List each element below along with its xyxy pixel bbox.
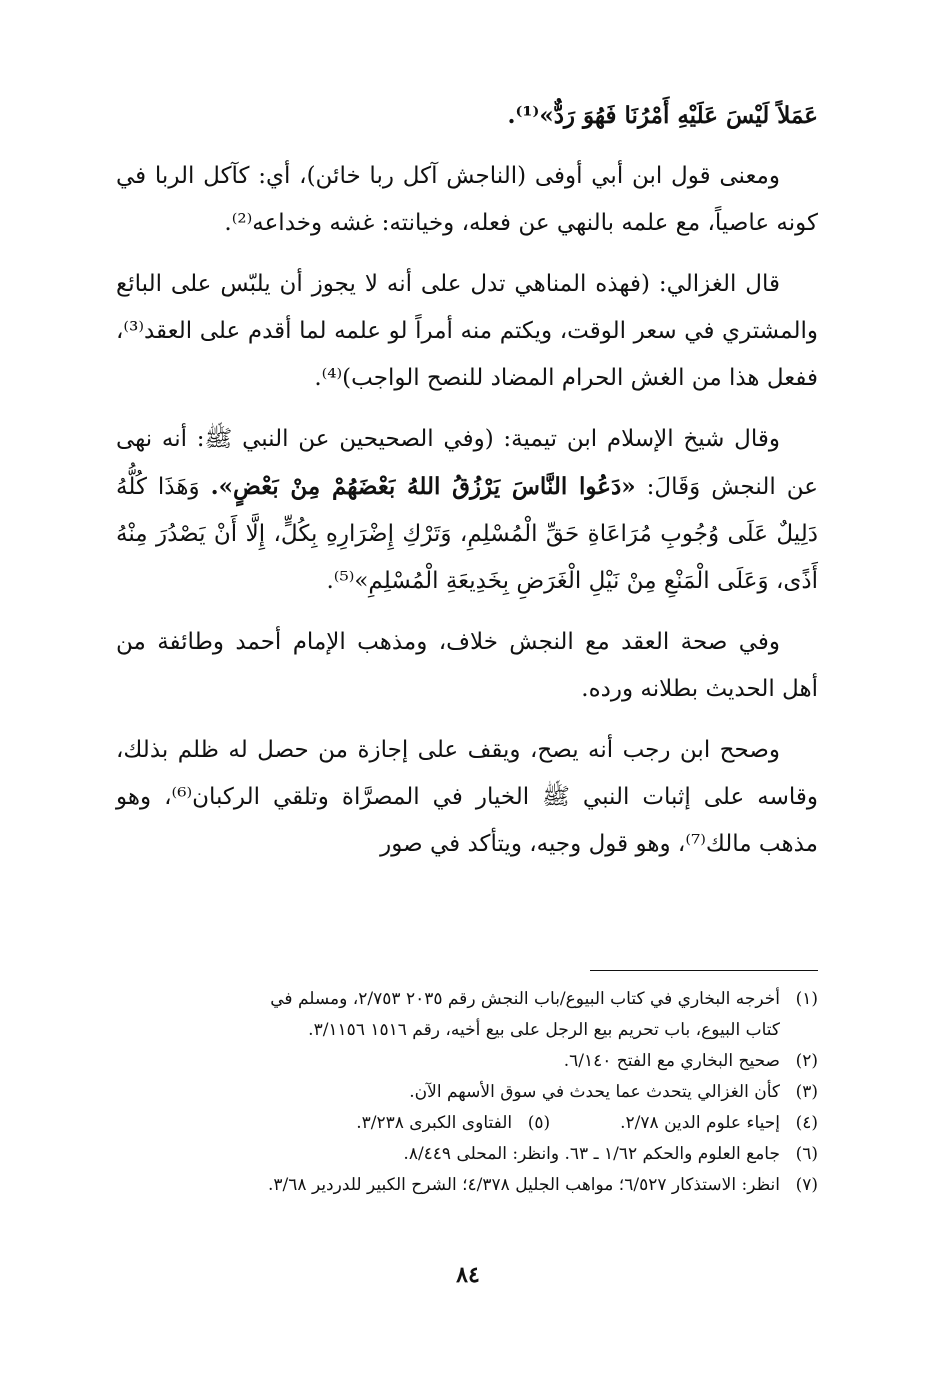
footnotes xyxy=(116,984,818,1201)
paragraph-ibn-taymiyya xyxy=(116,416,818,605)
footnote-1 xyxy=(116,984,818,1046)
footnote-text: الفتاوى الكبرى ٣/٢٣٨. xyxy=(356,1113,513,1133)
main-text xyxy=(116,92,818,882)
footnote-text-continued: كتاب البيوع، باب تحريم بيع الرجل على بيع أخيه، رقم ١٥١٦ ٣/١١٥٦. xyxy=(308,1020,780,1040)
ibn-taymiyya-intro: وقال شيخ الإسلام ابن تيمية: (وفي الصحيحين عن النبي ﷺ: أنه نهى عن النجش وَقَالَ: xyxy=(116,426,819,500)
paragraph-ibn-rajab: وصحح ابن رجب أنه يصح، ويقف على إجازة من حصل له ظلم بذلك، وقاسه على إثبات النبي ﷺ الخيار في المصرَّاة وتلقي الركبان⁽⁶⁾، وهو مذهب مالك⁽⁷⁾، وهو قول وجيه، ويتأكد في صور xyxy=(116,737,818,857)
footnote-number: (٥) xyxy=(527,1113,551,1133)
footnote-row-4-5 xyxy=(116,1108,818,1139)
footnote-4 xyxy=(620,1108,818,1139)
hadith-quote: «دَعُوا النَّاسَ يَرْزُقُ اللهُ بَعْضَهُمْ مِنْ بَعْضٍ». xyxy=(210,473,636,500)
footnote-number: (١) xyxy=(795,989,818,1009)
footnote-divider xyxy=(590,970,818,971)
footnote-number: (٧) xyxy=(795,1175,818,1195)
page-number: ٨٤ xyxy=(456,1262,480,1288)
footnote-number: (٤) xyxy=(795,1113,818,1133)
footnote-text: كأن الغزالي يتحدث عما يحدث في سوق الأسهم الآن. xyxy=(409,1082,780,1102)
footnote-6 xyxy=(116,1139,818,1170)
footnote-text: أخرجه البخاري في كتاب البيوع/باب النجش رقم ٢٠٣٥ ٢/٧٥٣، ومسلم في xyxy=(270,989,780,1009)
footnote-number: (٣) xyxy=(795,1082,818,1102)
footnote-3 xyxy=(116,1077,818,1108)
ibn-taymiyya-commentary: وَهَذَا كُلُّهُ دَلِيلٌ عَلَى وُجُوبِ مُرَاعَاةِ حَقِّ الْمُسْلِمِ، وَتَرْكِ إِضْرَارِهِ بِكُلٍّ، إِلَّا أَنْ يَصْدُرَ مِنْهُ أَذًى، وَعَلَى الْمَنْعِ مِنْ نَيْلِ الْغَرَضِ بِخَدِيعَةِ الْمُسْلِمِ»⁽⁵⁾. xyxy=(116,474,818,594)
footnote-number: (٢) xyxy=(795,1051,818,1071)
footnote-text: صحيح البخاري مع الفتح ٦/١٤٠. xyxy=(563,1051,780,1071)
hadith-ending: عَمَلاً لَيْسَ عَلَيْهِ أَمْرُنَا فَهُوَ رَدٌّ»⁽¹⁾. xyxy=(507,102,818,129)
paragraph-ghazali: قال الغزالي: (فهذه المناهي تدل على أنه لا يجوز أن يلبّس على البائع والمشتري في سعر الوقت، ويكتم منه أمراً لو علمه لما أقدم على العقد⁽³⁾، ففعل هذا من الغش الحرام المضاد للنصح الواجب)⁽⁴⁾. xyxy=(116,271,818,391)
footnote-7 xyxy=(116,1170,818,1201)
footnote-number: (٦) xyxy=(795,1144,818,1164)
footnote-text: انظر: الاستذكار ٦/٥٢٧؛ مواهب الجليل ٤/٣٧٨؛ الشرح الكبير للدردير ٣/٦٨. xyxy=(268,1175,780,1195)
footnote-2 xyxy=(116,1046,818,1077)
footnote-5 xyxy=(356,1108,550,1139)
paragraph-ibn-abi-awfa: ومعنى قول ابن أبي أوفى (الناجش آكل ربا خائن)، أي: كآكل الربا في كونه عاصياً، مع علمه بالنهي عن فعله، وخيانته: غشه وخداعه⁽²⁾. xyxy=(116,163,818,236)
footnote-text: جامع العلوم والحكم ١/٦٢ ـ ٦٣. وانظر: المحلى ٨/٤٤٩. xyxy=(403,1144,780,1164)
footnote-text: إحياء علوم الدين ٢/٧٨. xyxy=(620,1113,780,1133)
paragraph-contract-validity: وفي صحة العقد مع النجش خلاف، ومذهب الإمام أحمد وطائفة من أهل الحديث بطلانه ورده. xyxy=(116,629,818,702)
